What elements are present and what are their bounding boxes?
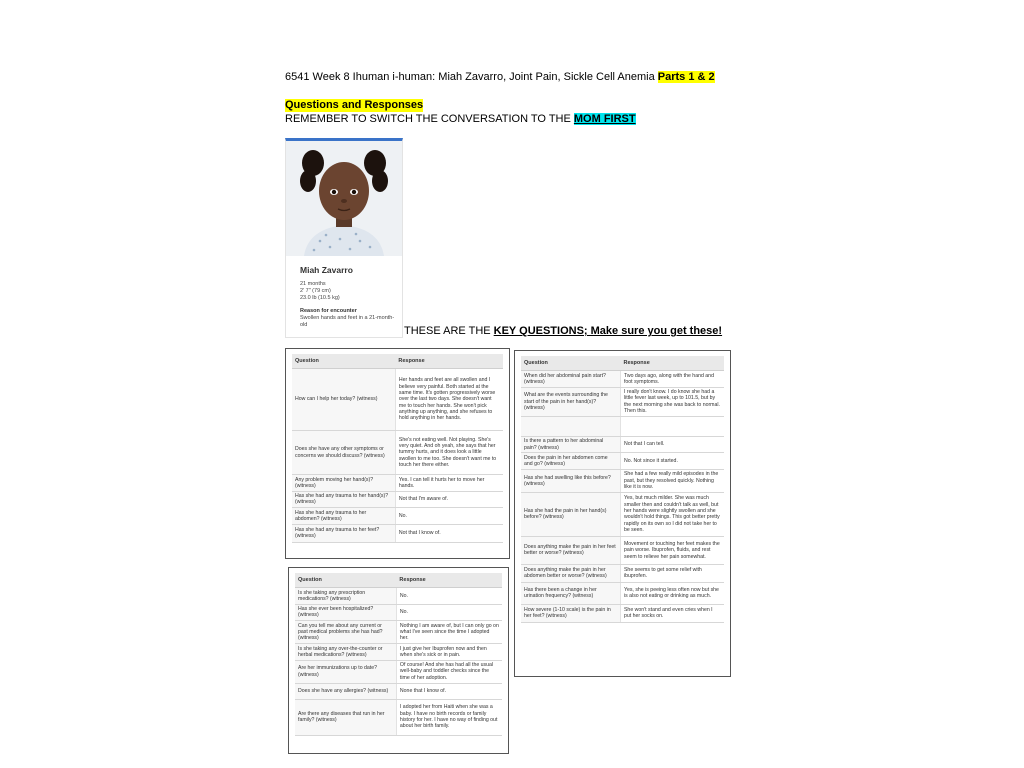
question-cell: Has she ever been hospitalized? (witness) — [295, 604, 396, 621]
table-row — [521, 436, 724, 453]
question-cell: Does anything make the pain in her abdomen better or worse? (witness) — [521, 564, 620, 582]
patient-info — [300, 265, 398, 329]
question-cell: Can you tell me about any current or past medical problems she has had? (witness) — [295, 621, 396, 644]
question-cell: Does the pain in her abdomen come and go? (witness) — [521, 453, 620, 470]
response-cell: Nothing I am aware of, but I can only go on what I've seen since the time I adopted her. — [396, 621, 502, 644]
qa-table-1 — [292, 354, 503, 543]
column-header-response: Response — [396, 573, 502, 588]
patient-portrait — [286, 141, 402, 256]
question-cell: Has she had any trauma to her hand(s)? (witness) — [292, 491, 395, 508]
response-cell — [620, 416, 724, 436]
table-row — [295, 660, 502, 683]
response-cell: Not that I can tell. — [620, 436, 724, 453]
table-row — [521, 536, 724, 564]
table-row — [521, 469, 724, 492]
response-cell: Yes. I can tell it hurts her to move her hands. — [395, 475, 503, 492]
response-cell: No. — [395, 508, 503, 525]
question-cell: How severe (1-10 scale) is the pain in her feet? (witness) — [521, 604, 620, 622]
table-row — [521, 416, 724, 436]
table-row — [292, 369, 503, 431]
column-header-response: Response — [620, 356, 724, 371]
response-cell: Yes, she is peeing less often now but she is also not eating or drinking as much. — [620, 582, 724, 604]
response-cell: Yes, but much milder. She was much smaller then and couldn't talk as well, but her hands were slightly swollen and she wouldn't hold things. This got better pretty rapidly on its own so I did not take her to be seen. — [620, 492, 724, 536]
response-cell: I really don't know. I do know she had a little fever last week, up to 101.5, but by the next morning she was back to normal. Then this. — [620, 387, 724, 416]
response-cell: She had a few really mild episodes in the past, but they resolved quickly. Nothing like it is now. — [620, 469, 724, 492]
response-cell: She seems to get some relief with ibuprofen. — [620, 564, 724, 582]
table-row — [295, 604, 502, 621]
table-row — [295, 621, 502, 644]
question-cell: Has there been a change in her urination frequency? (witness) — [521, 582, 620, 604]
patient-card — [285, 138, 403, 338]
column-header-question: Question — [295, 573, 396, 588]
question-cell: Any problem moving her hand(s)? (witness) — [292, 475, 395, 492]
response-cell: I adopted her from Haiti when she was a baby. I have no birth records or family history for her. I have no way of finding out about her birth family. — [396, 699, 502, 735]
key-questions-text: THESE ARE THE — [404, 325, 494, 337]
table-row — [521, 582, 724, 604]
question-cell: What are the events surrounding the start of the pain in her hand(s)? (witness) — [521, 387, 620, 416]
response-cell: No. — [396, 604, 502, 621]
question-cell: Does she have any other symptoms or concerns we should discuss? (witness) — [292, 431, 395, 475]
table-row — [295, 699, 502, 735]
response-cell: Not that I'm aware of. — [395, 491, 503, 508]
reason-text: Swollen hands and feet in a 21-month-old — [300, 315, 395, 328]
document-title — [285, 71, 715, 84]
table-row — [295, 683, 502, 699]
table-row — [292, 508, 503, 525]
question-cell: Has she had any trauma to her feet? (witness) — [292, 524, 395, 542]
table-row — [521, 564, 724, 582]
question-cell — [521, 416, 620, 436]
response-cell: She's not eating well. Not playing. She's very quiet. And oh yeah, she says that her tummy hurts, and it does look a little swollen to me too. She doesn't want me to touch her there either. — [395, 431, 503, 475]
table-row — [292, 524, 503, 542]
column-header-question: Question — [521, 356, 620, 371]
question-cell: Is there a pattern to her abdominal pain? (witness) — [521, 436, 620, 453]
patient-height: 2' 7" (79 cm) — [300, 288, 331, 294]
table-row — [521, 387, 724, 416]
table-row — [521, 604, 724, 622]
response-cell: She won't stand and even cries when I put her socks on. — [620, 604, 724, 622]
question-cell: When did her abdominal pain start? (witness) — [521, 371, 620, 388]
patient-age: 21 months — [300, 281, 326, 287]
response-cell: Her hands and feet are all swollen and I believe very painful. Both started at the same time. It's gotten progressively worse over the last two days. She doesn't want me to touch her hands. She won't pick anything up anything, and she refuses to hold anything in her hands. — [395, 369, 503, 431]
question-table-2 — [288, 567, 509, 754]
reminder-text: REMEMBER TO SWITCH THE CONVERSATION TO THE — [285, 113, 574, 125]
key-questions-line — [404, 325, 722, 338]
qa-table-3 — [521, 356, 724, 623]
question-cell: Has she had the pain in her hand(s) before? (witness) — [521, 492, 620, 536]
table-row — [521, 371, 724, 388]
response-cell: None that I know of. — [396, 683, 502, 699]
question-cell: Are there any diseases that run in her family? (witness) — [295, 699, 396, 735]
patient-weight: 23.0 lb (10.5 kg) — [300, 295, 340, 301]
table-row — [521, 492, 724, 536]
question-table-3 — [514, 350, 731, 677]
question-cell: Does she have any allergies? (witness) — [295, 683, 396, 699]
response-cell: No. — [396, 588, 502, 605]
table-row — [295, 588, 502, 605]
patient-avatar-icon — [286, 141, 402, 256]
column-header-response: Response — [395, 354, 503, 369]
patient-name: Miah Zavarro — [300, 265, 353, 275]
question-cell: Has she had any trauma to her abdomen? (witness) — [292, 508, 395, 525]
question-cell: Is she taking any over-the-counter or herbal medications? (witness) — [295, 644, 396, 661]
reminder-line — [285, 113, 636, 126]
response-cell: Movement or touching her feet makes the pain worse. Ibuprofen, fluids, and rest seem to relieve her pain somewhat. — [620, 536, 724, 564]
section-heading: Questions and Responses — [285, 99, 424, 111]
response-cell: Two days ago, along with the hand and foot symptoms. — [620, 371, 724, 388]
question-cell: Does anything make the pain in her feet better or worse? (witness) — [521, 536, 620, 564]
response-cell: I just give her Ibuprofen now and then when she's sick or in pain. — [396, 644, 502, 661]
document-title-highlight: Parts 1 & 2 — [657, 71, 715, 83]
question-cell: Has she had swelling like this before? (witness) — [521, 469, 620, 492]
qa-table-2 — [295, 573, 502, 736]
table-row — [292, 431, 503, 475]
table-row — [521, 453, 724, 470]
reason-label: Reason for encounter — [300, 308, 357, 314]
question-cell: Is she taking any prescription medications? (witness) — [295, 588, 396, 605]
reminder-highlight: MOM FIRST — [573, 113, 636, 125]
table-row — [295, 644, 502, 661]
question-table-1 — [285, 348, 510, 559]
response-cell: No. Not since it started. — [620, 453, 724, 470]
question-cell: How can I help her today? (witness) — [292, 369, 395, 431]
response-cell: Not that I know of. — [395, 524, 503, 542]
question-cell: Are her immunizations up to date? (witness) — [295, 660, 396, 683]
table-row — [292, 475, 503, 492]
key-questions-emphasis: KEY QUESTIONS; Make sure you get these! — [493, 325, 723, 337]
document-title-text: 6541 Week 8 Ihuman i-human: Miah Zavarro, Joint Pain, Sickle Cell Anemia — [285, 71, 658, 83]
response-cell: Of course! And she has had all the usual well-baby and toddler checks since the time of her adoption. — [396, 660, 502, 683]
column-header-question: Question — [292, 354, 395, 369]
table-row — [292, 491, 503, 508]
